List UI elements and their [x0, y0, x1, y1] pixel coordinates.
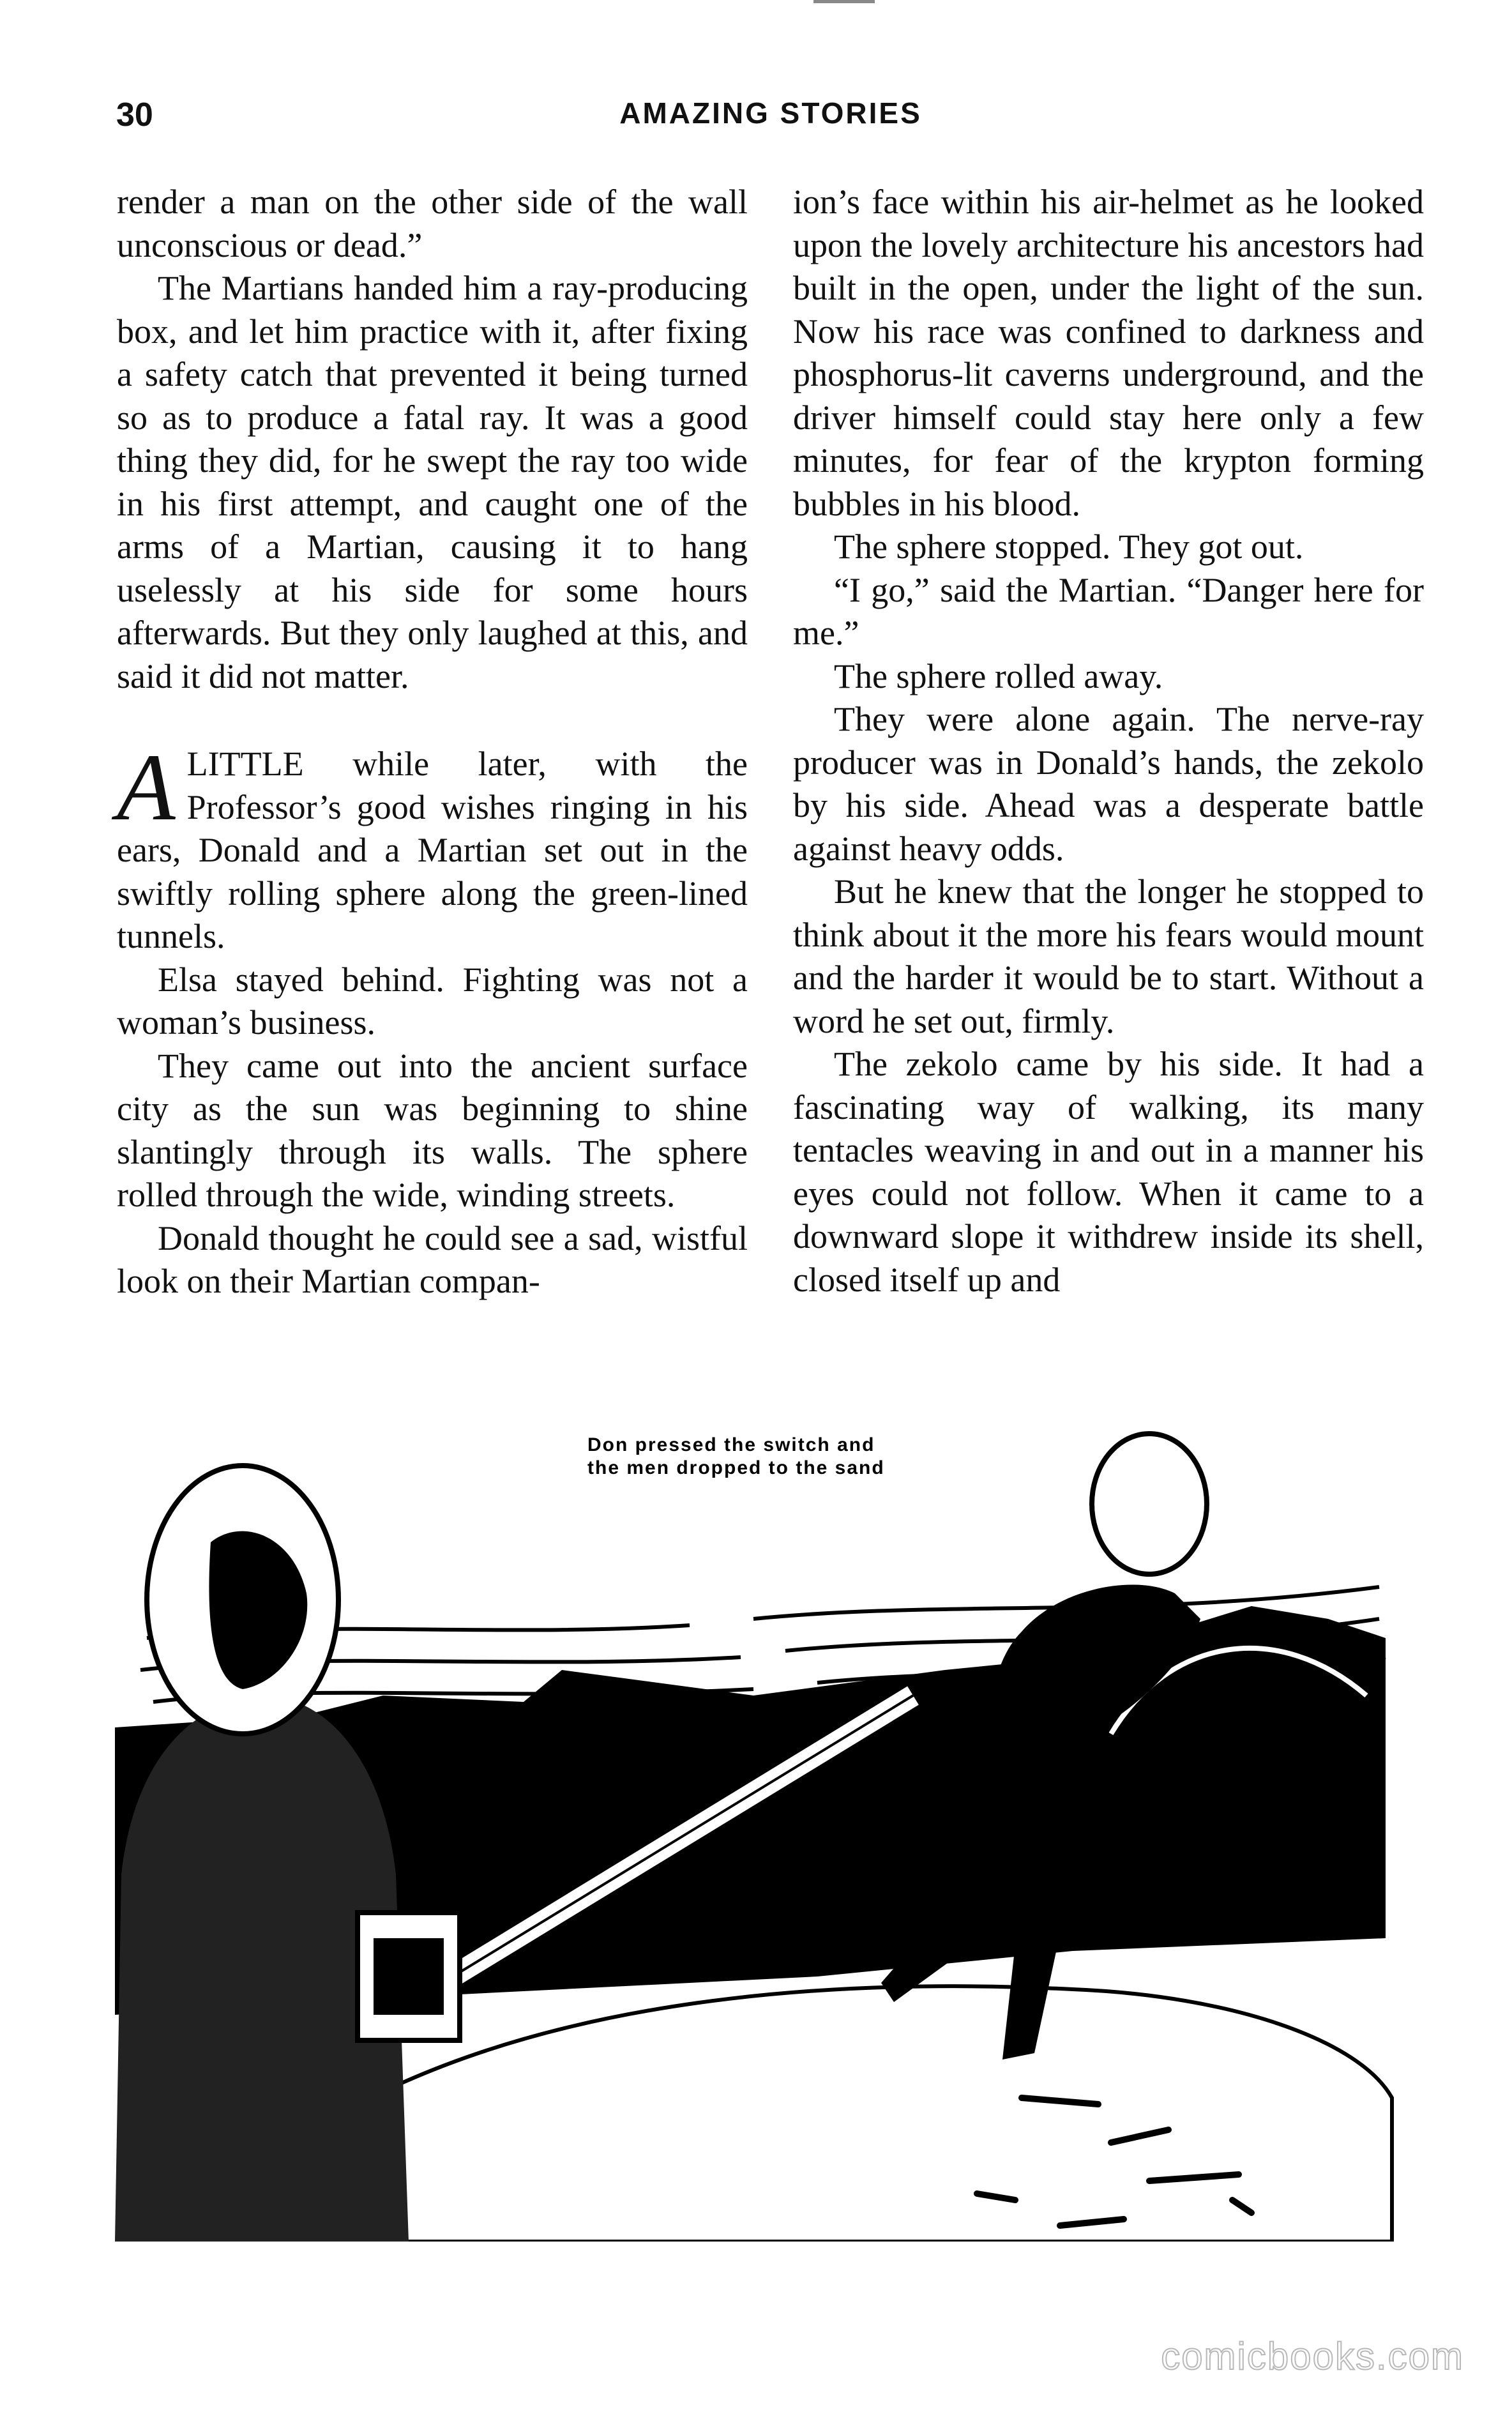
page-number: 30: [116, 96, 153, 133]
paragraph: The sphere stopped. They got out.: [834, 527, 1304, 566]
paragraph: But he knew that the longer he stopped to think about it the more his fears would mount and the harder it would be to start. Without a word he set out, firmly.: [793, 872, 1424, 1040]
right-column: [793, 181, 1424, 1301]
caption-line: the men dropped to the sand: [587, 1457, 885, 1478]
paragraph: The Martians handed him a ray-producing box, and let him practice with it, after fixing a safety catch that prevented it being turned so as to produce a fatal ray. It was a good thing they did, for he swept the ray too wide in his first attempt, and caught one of the arms of a Martian, causing it to hang uselessly at his side for some hours afterwards. But they only laughed at this, and said it did not matter.: [117, 269, 748, 695]
paragraph: The zekolo came by his side. It had a fascinating way of walking, its many tentacles weaving in and out in a manner his eyes could not follow. When it came to a downward slope it withdrew inside its shell, closed itself up and: [793, 1045, 1424, 1299]
paragraph: “I go,” said the Martian. “Danger here for me.”: [793, 570, 1424, 652]
paragraph: Donald thought he could see a sad, wistful look on their Martian compan-: [117, 1218, 748, 1300]
section-opening-paragraph: [117, 734, 748, 959]
paragraph: They came out into the ancient surface city as the sun was beginning to shine slantingly through its walls. The sphere rolled through the wide, winding streets.: [117, 1046, 748, 1214]
paragraph: They were alone again. The nerve-ray producer was in Donald’s hands, the zekolo by his side. Ahead was a desperate battle against heavy odds.: [793, 700, 1424, 868]
watermark: comicbooks.com: [1161, 2335, 1464, 2378]
illustration: [115, 1427, 1430, 2242]
running-head: AMAZING STORIES: [619, 96, 922, 130]
paragraph: The sphere rolled away.: [834, 656, 1163, 695]
illustration-caption: [587, 1434, 945, 1480]
paragraph: render a man on the other side of the wall unconscious or dead.”: [117, 183, 748, 264]
caption-line: Don pressed the switch and: [587, 1434, 875, 1455]
paragraph: ion’s face within his air-helmet as he looked upon the lovely architecture his ancestors had built in the open, under the light of the sun. Now his race was confined to darkness and phosphorus-lit caverns underground, and the driver himself could stay here only a few minutes, for fear of the krypton forming bubbles in his blood.: [793, 183, 1424, 523]
drop-cap: A: [117, 734, 176, 840]
top-edge-mark: [813, 0, 875, 3]
paragraph-text: LITTLE while later, with the Professor’s good wishes ringing in his ears, Donald and a Martian set out in the swiftly rolling sphere along the green-lined tunnels.: [117, 745, 748, 955]
paragraph: Elsa stayed behind. Fighting was not a woman’s business.: [117, 960, 748, 1042]
page-header: [116, 96, 1425, 140]
left-column: [117, 181, 748, 1303]
